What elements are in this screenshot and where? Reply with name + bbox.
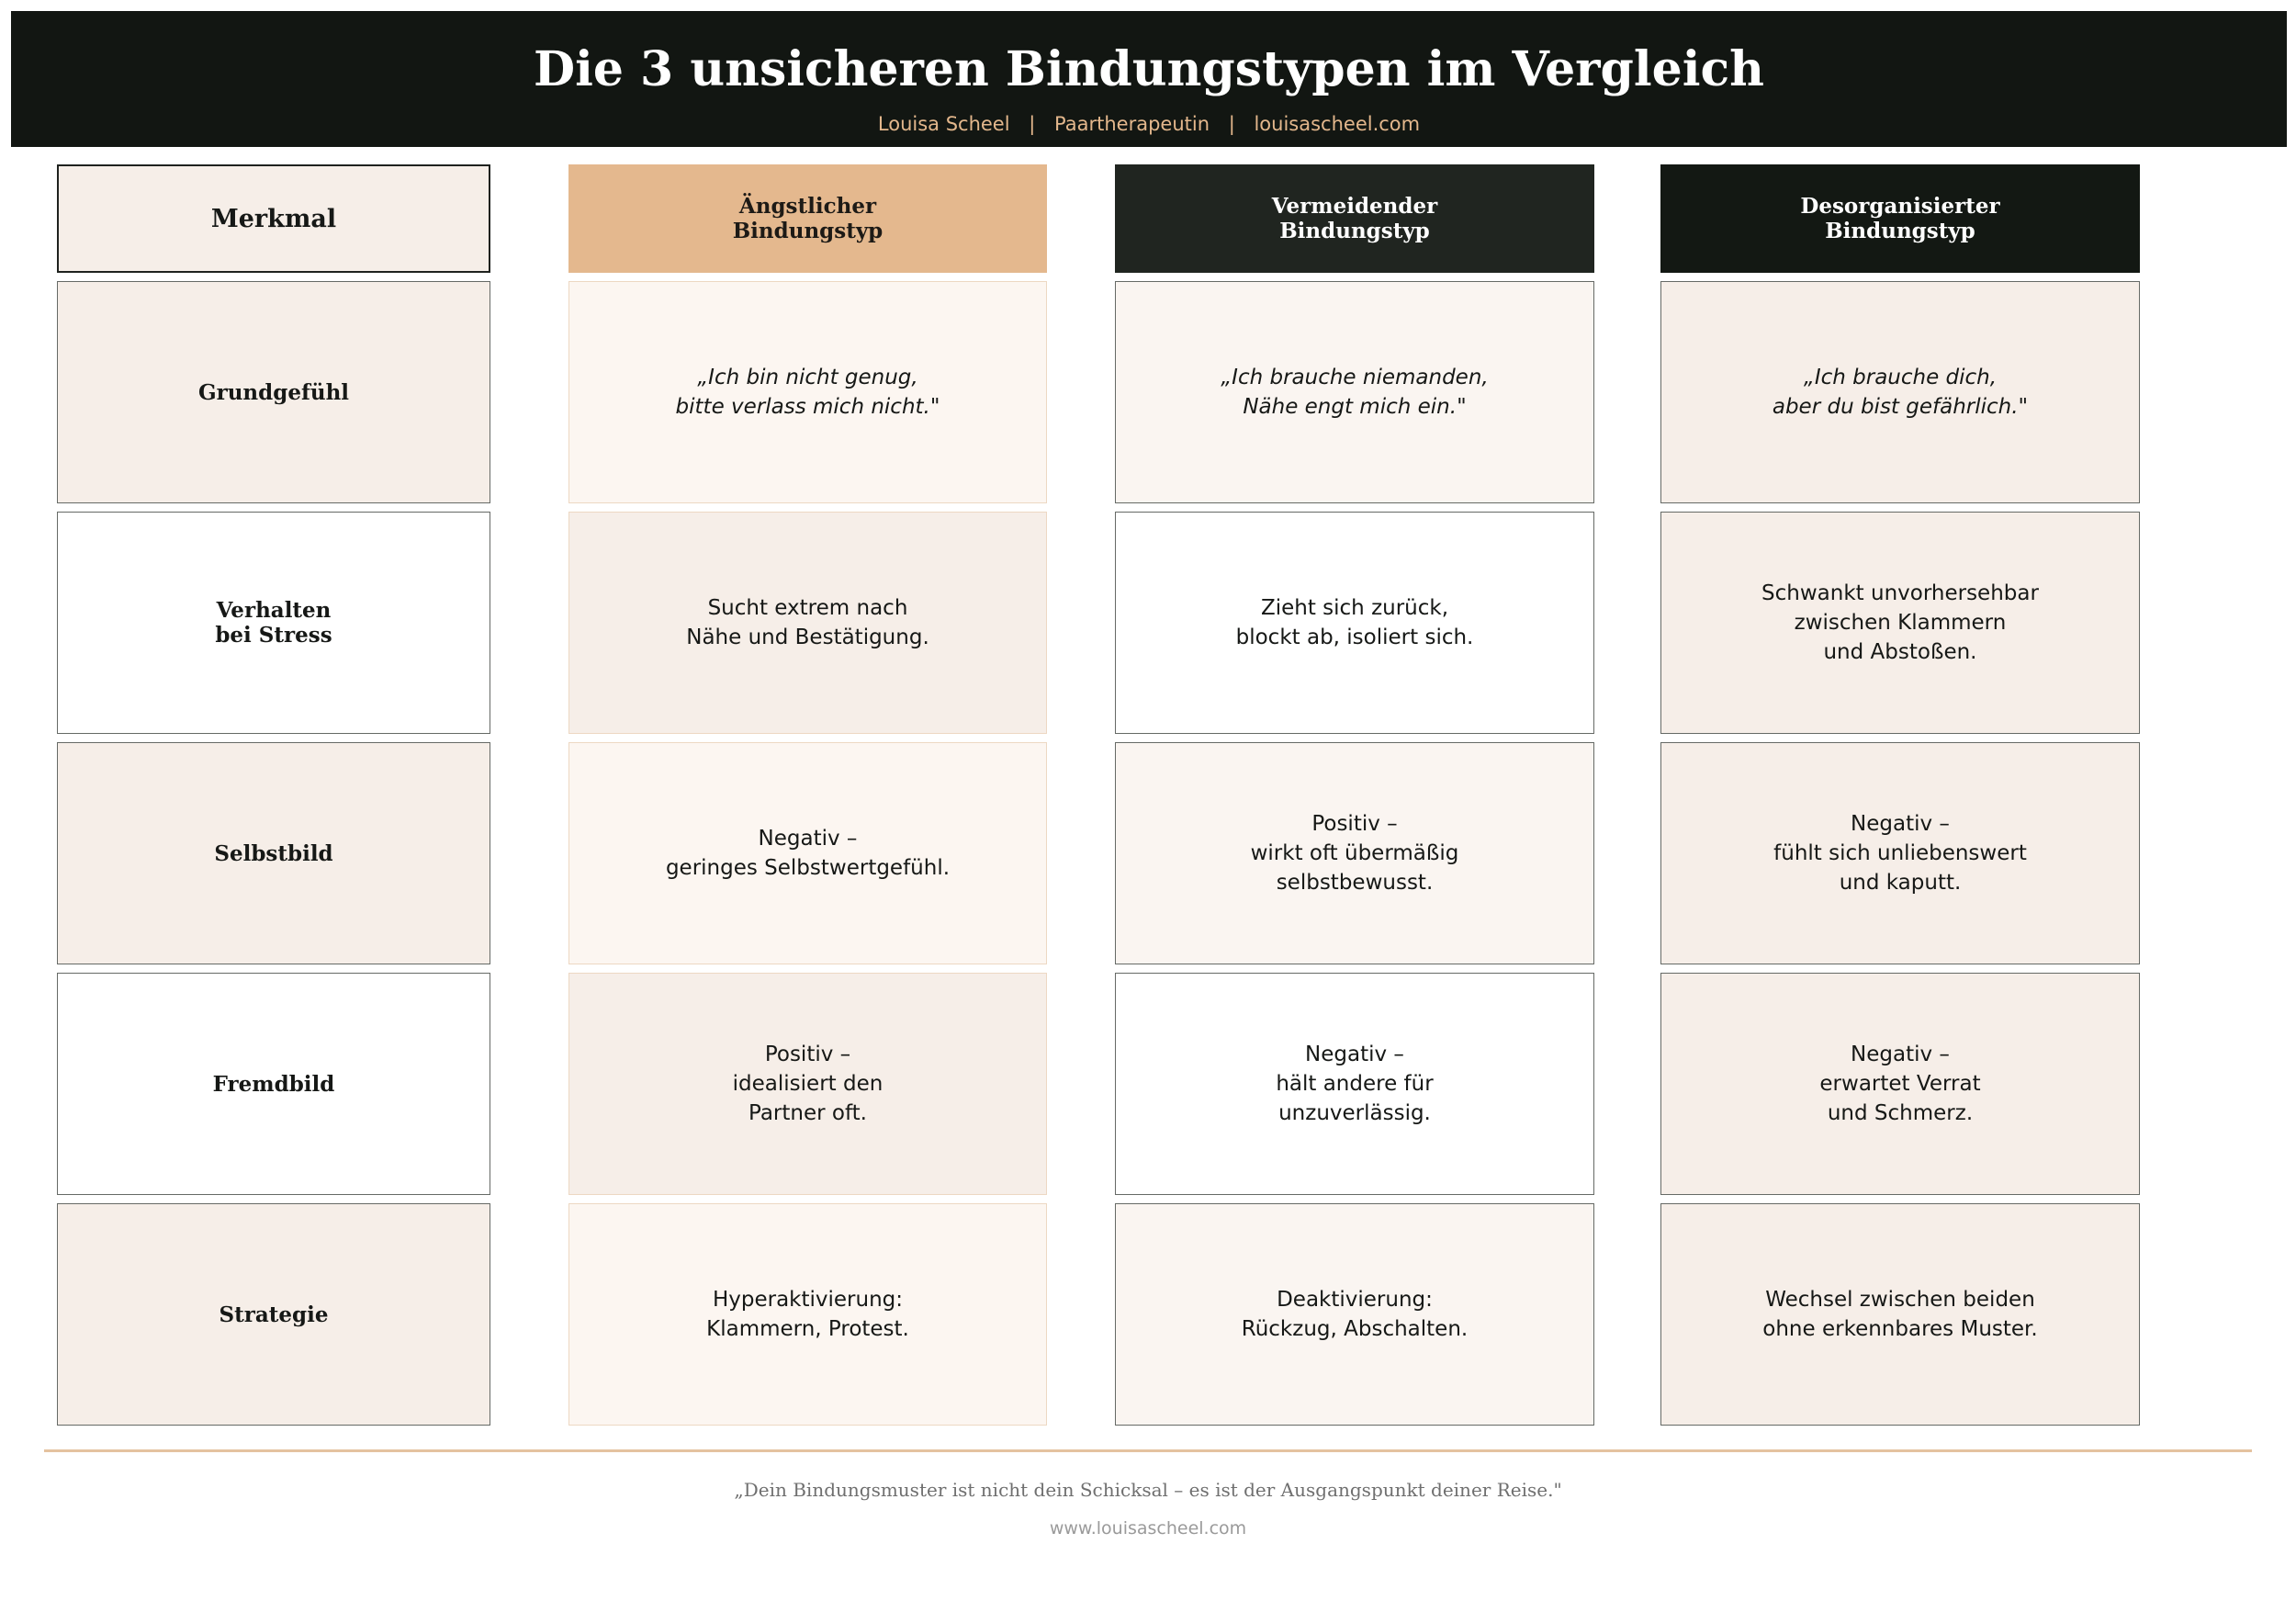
page-title: Die 3 unsicheren Bindungstypen im Vergleich bbox=[534, 41, 1764, 97]
cell-aengstlich-grundgefuehl: „Ich bin nicht genug, bitte verlass mich nicht." bbox=[568, 281, 1047, 503]
header-website-link[interactable]: louisascheel.com bbox=[1254, 113, 1421, 135]
footer-quote: „Dein Bindungsmuster ist nicht dein Schicksal – es ist der Ausgangspunkt deiner Reise." bbox=[734, 1479, 1562, 1501]
column-header-aengstlich: Ängstlicher Bindungstyp bbox=[568, 164, 1047, 273]
cell-vermeidend-fremdbild: Negativ – hält andere für unzuverlässig. bbox=[1115, 973, 1594, 1195]
cell-desorganisiert-fremdbild: Negativ – erwartet Verrat und Schmerz. bbox=[1660, 973, 2140, 1195]
subtitle-separator: | bbox=[1029, 113, 1036, 135]
cell-aengstlich-selbstbild: Negativ – geringes Selbstwertgefühl. bbox=[568, 742, 1047, 964]
page-subtitle bbox=[11, 110, 2287, 138]
cell-aengstlich-strategie: Hyperaktivierung: Klammern, Protest. bbox=[568, 1203, 1047, 1426]
cell-desorganisiert-grundgefuehl: „Ich brauche dich, aber du bist gefährlich." bbox=[1660, 281, 2140, 503]
footer-divider bbox=[44, 1449, 2252, 1452]
cell-desorganisiert-strategie: Wechsel zwischen beiden ohne erkennbares Muster. bbox=[1660, 1203, 2140, 1426]
cell-vermeidend-selbstbild: Positiv – wirkt oft übermäßig selbstbewusst. bbox=[1115, 742, 1594, 964]
column-header-desorganisiert: Desorganisierter Bindungstyp bbox=[1660, 164, 2140, 273]
cell-aengstlich-verhalten: Sucht extrem nach Nähe und Bestätigung. bbox=[568, 512, 1047, 734]
row-label-strategie: Strategie bbox=[57, 1203, 490, 1426]
footer-website-link[interactable]: www.louisascheel.com bbox=[1049, 1518, 1247, 1539]
cell-vermeidend-strategie: Deaktivierung: Rückzug, Abschalten. bbox=[1115, 1203, 1594, 1426]
row-label-grundgefuehl: Grundgefühl bbox=[57, 281, 490, 503]
subtitle-separator: | bbox=[1228, 113, 1235, 135]
cell-desorganisiert-selbstbild: Negativ – fühlt sich unliebenswert und kaputt. bbox=[1660, 742, 2140, 964]
row-label-fremdbild: Fremdbild bbox=[57, 973, 490, 1195]
column-header-merkmal: Merkmal bbox=[57, 164, 490, 273]
row-label-verhalten-bei-stress: Verhalten bei Stress bbox=[57, 512, 490, 734]
page-header bbox=[11, 11, 2287, 147]
cell-vermeidend-verhalten: Zieht sich zurück, blockt ab, isoliert sich. bbox=[1115, 512, 1594, 734]
row-label-selbstbild: Selbstbild bbox=[57, 742, 490, 964]
column-header-vermeidend: Vermeidender Bindungstyp bbox=[1115, 164, 1594, 273]
author-role: Paartherapeutin bbox=[1054, 113, 1210, 135]
author-name: Louisa Scheel bbox=[877, 113, 1010, 135]
cell-vermeidend-grundgefuehl: „Ich brauche niemanden, Nähe engt mich ein." bbox=[1115, 281, 1594, 503]
cell-aengstlich-fremdbild: Positiv – idealisiert den Partner oft. bbox=[568, 973, 1047, 1195]
cell-desorganisiert-verhalten: Schwankt unvorhersehbar zwischen Klammern und Abstoßen. bbox=[1660, 512, 2140, 734]
